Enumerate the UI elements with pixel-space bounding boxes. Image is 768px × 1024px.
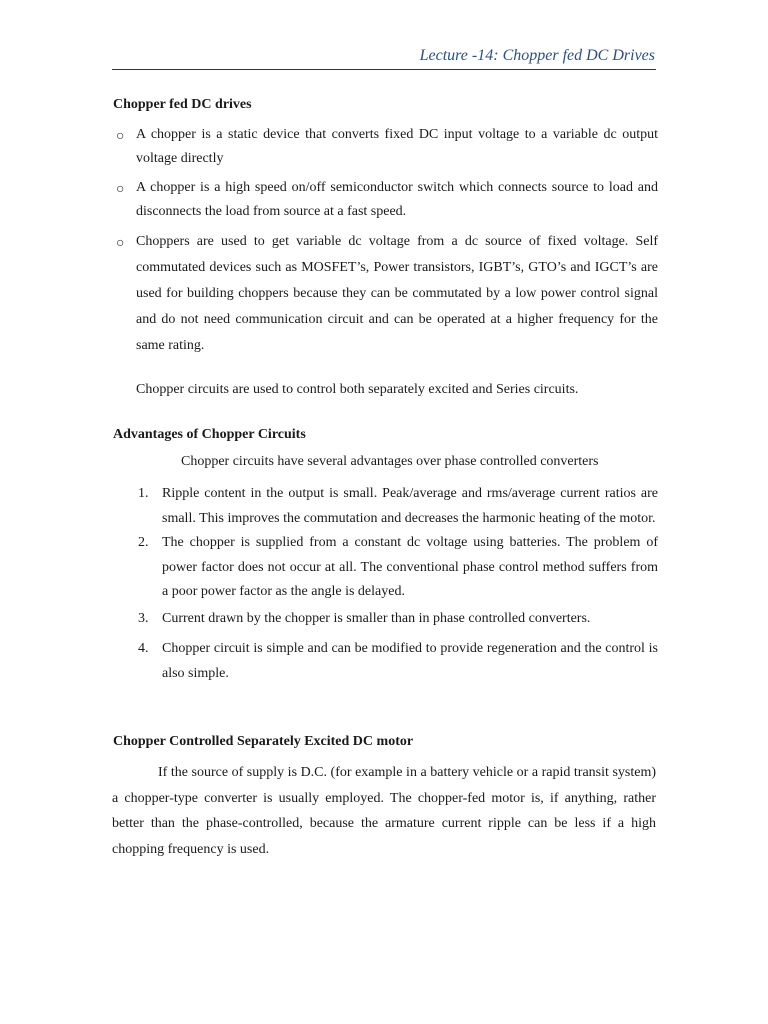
section-heading-chopper-fed: Chopper fed DC drives [113,97,252,112]
list-item [112,229,658,359]
list-item [112,176,658,224]
bullet-list [112,123,658,359]
list-item [112,637,658,686]
item-text: The chopper is supplied from a constant dc voltage using batteries. The problem of power factor does not occur at all. The conventional phase control method suffers from a poor power factor as the angle is delayed. [162,535,658,599]
item-number: 4. [138,641,149,656]
header-rule [112,69,656,70]
bullet-marker-icon: ○ [116,129,125,144]
advantages-intro: Chopper circuits have several advantages over phase controlled converters [181,454,599,469]
separately-excited-paragraph: If the source of supply is D.C. (for example in a battery vehicle or a rapid transit system) a chopper-type converter is usually employed. The chopper-fed motor is, if anything, rather better than the phase-controlled, because the armature current ripple can be less if a high chopping frequency is used. [112,765,656,857]
list-item [112,123,658,171]
section-heading-separately-excited: Chopper Controlled Separately Excited DC motor [113,734,414,749]
item-text: Ripple content in the output is small. Peak/average and rms/average current ratios are small. This improves the commutation and decreases the harmonic heating of the motor. [162,486,658,526]
item-number: 3. [138,610,149,626]
item-text: Current drawn by the chopper is smaller than in phase controlled converters. [162,610,591,626]
item-number: 2. [138,535,149,550]
bullet-marker-icon: ○ [116,182,125,197]
list-item [112,531,658,605]
note-paragraph: Chopper circuits are used to control both separately excited and Series circuits. [136,382,579,397]
section-heading-advantages: Advantages of Chopper Circuits [113,427,306,442]
bullet-text: Choppers are used to get variable dc voltage from a dc source of fixed voltage. Self commutated devices such as MOSFET’s, Power transistors, IGBT’s, GTO’s and IGCT’s are used for building choppers because they can be commutated by a low power control signal and do not need communication circuit and can be operated at a higher frequency for the same rating. [136,234,658,353]
list-item [112,607,658,632]
running-header: Lecture -14: Chopper fed DC Drives [419,47,655,64]
list-item [112,482,658,531]
bullet-text: A chopper is a static device that converts fixed DC input voltage to a variable dc output voltage directly [136,127,658,166]
item-number: 1. [138,486,149,501]
bullet-text: A chopper is a high speed on/off semiconductor switch which connects source to load and disconnects the load from source at a fast speed. [136,180,658,219]
bullet-marker-icon: ○ [116,236,125,251]
item-text: Chopper circuit is simple and can be modified to provide regeneration and the control is also simple. [162,641,658,681]
advantages-list [112,482,658,686]
